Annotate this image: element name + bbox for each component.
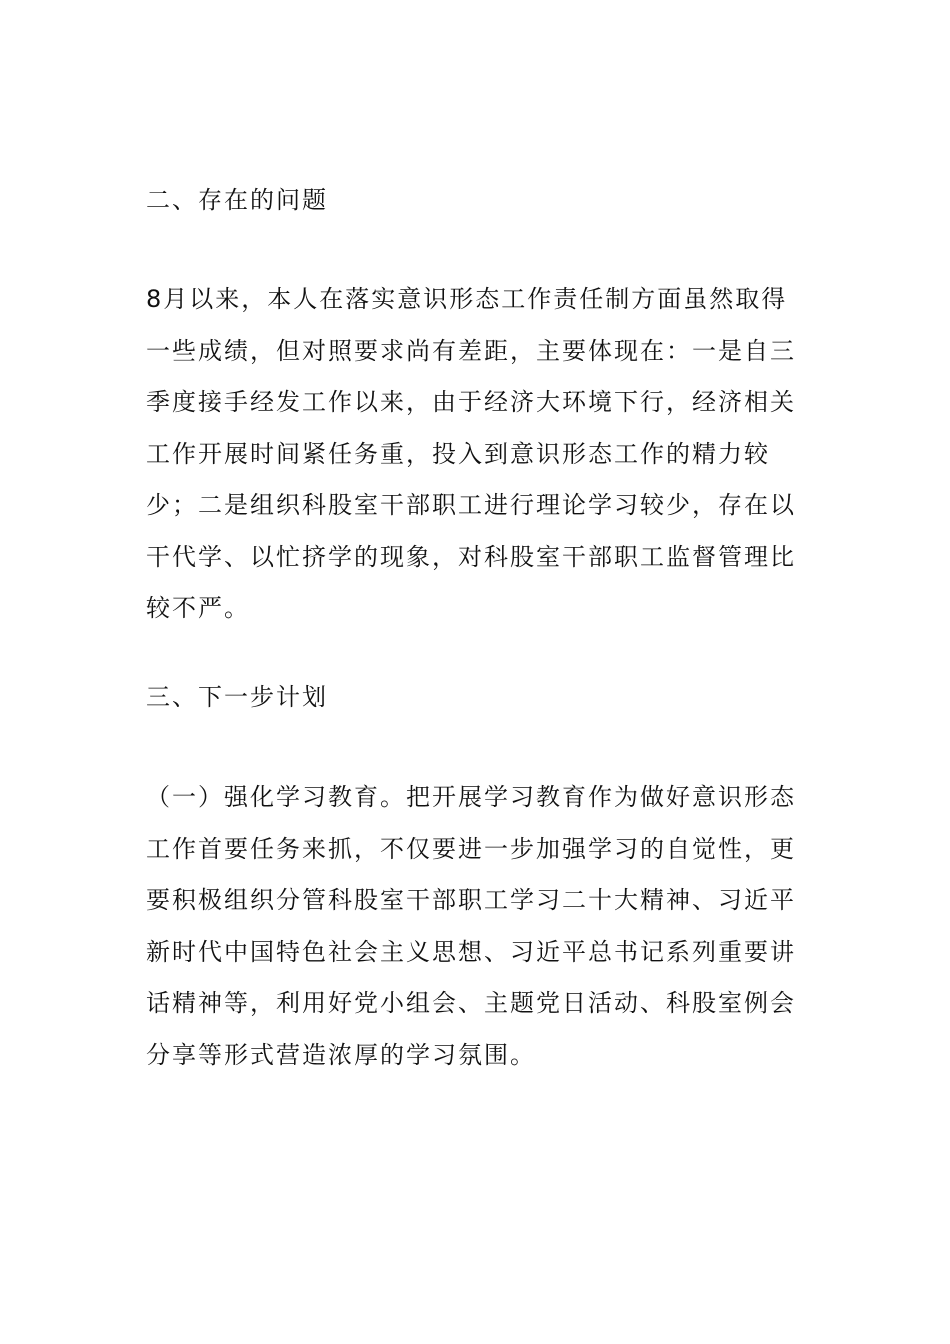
section-heading-next-plan: 三、下一步计划 — [146, 683, 328, 711]
paragraph-next-plan: （一）强化学习教育。把开展学习教育作为做好意识形态工作首要任务来抓，不仅要进一步加强学习的自觉性，更要积极组织分管科股室干部职工学习二十大精神、习近平新时代中国特色社会主义思想、习近平总书记系列重要讲话精神等，利用好党小组会、主题党日活动、科股室例会分享等形式营造浓厚的学习氛围。 — [146, 783, 796, 1069]
paragraph-problems: 8月以来，本人在落实意识形态工作责任制方面虽然取得一些成绩，但对照要求尚有差距，主要体现在：一是自三季度接手经发工作以来，由于经济大环境下行，经济相关工作开展时间紧任务重，投入到意识形态工作的精力较少；二是组织科股室干部职工进行理论学习较少，存在以干代学、以忙挤学的现象，对科股室干部职工监督管理比较不严。 — [146, 285, 796, 622]
section-heading-problems: 二、存在的问题 — [146, 186, 328, 214]
